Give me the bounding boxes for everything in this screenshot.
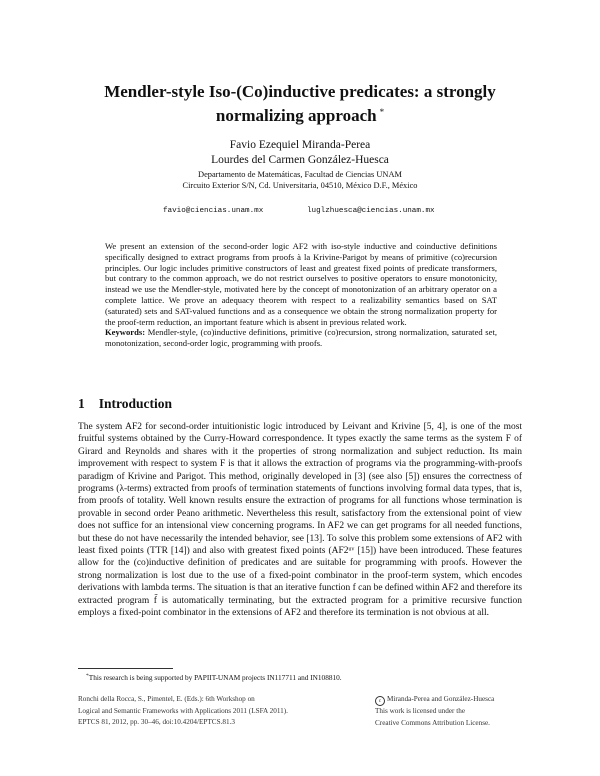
author-list <box>100 138 500 168</box>
affiliation <box>60 170 540 191</box>
footnote-mark: * <box>86 673 89 679</box>
venue-line-3: EPTCS 81, 2012, pp. 30–46, doi:10.4204/EPTCS.81.3 <box>78 718 235 727</box>
copyright-icon: c <box>375 696 385 706</box>
title-footnote-mark: * <box>379 107 385 117</box>
section-title: Introduction <box>98 396 173 411</box>
email-2[interactable]: luglzhuesca@ciencias.unam.mx <box>307 207 435 215</box>
license-line-2: This work is licensed under the <box>375 707 466 715</box>
venue-line-2: Logical and Semantic Frameworks with Applications 2011 (LSFA 2011). <box>78 706 288 715</box>
intro-paragraph: The system AF2 for second-order intuitionistic logic introduced by Leivant and Krivine [5, 4], is one of the most fruitful systems obtained by the Curry-Howard correspondence. It types exactly the same terms as the system F of Girard and Reynolds and shares with it the properties of strong normalization and subject reduction. Its main improvement with respect to system F is that it allows the extraction of programs via the programming-with-proofs paradigm of Krivine and Parigot. This method, originally developed in [3] (see also [5]) ensures the correctness of programs (λ-terms) extracted from proofs of termination statements of functions involving formal data types, that is, from proofs of totality. Well known results ensure the extraction of programs for all functions whose termination is provable in second order Peano arithmetic. Nevertheless this result, satisfactory from the extensional point of view does not suffice for an intensional view concerning programs. In AF2 we can get programs for all needed functions, but these do not have necessarily the intended behavior, see [13]. To solve this problem some extensions of AF2 with least fixed points (TTR [14]) and also with greatest fixed points (AF2ᵘᵛ [15]) have been introduced. These features allow for the (co)inductive definition of predicates and are suitable for programming with proofs. However the strong normalization is lost due to the use of a fixed-point combinator in the proof-term system, which encodes derivations with lambda terms. The situation is that an iterative function f can be defined within AF2 and therefore its extracted program f̃ is automatically terminating, but the extracted program for a primitive recursive function employs a fixed-point combinator in the extensions of AF2 and therefore its termination is not obvious at all. <box>78 422 522 619</box>
license-info <box>375 694 535 729</box>
introduction-body <box>78 421 522 620</box>
license-line-1: Miranda-Perea and González-Huesca <box>387 695 495 703</box>
keywords-label: Keywords: <box>105 327 146 338</box>
footnote <box>86 673 526 682</box>
footnote-text: This research is being supported by PAPIIT-UNAM projects IN117711 and IN108810. <box>88 673 342 682</box>
footnote-divider <box>78 668 173 669</box>
venue-info <box>78 694 378 729</box>
author-2: Lourdes del Carmen González-Huesca <box>211 154 389 166</box>
paper-title <box>60 81 540 126</box>
section-number: 1 <box>78 396 85 411</box>
abstract-text: We present an extension of the second-order logic AF2 with iso-style inductive and coinductive definitions specifically designed to extract programs from proofs à la Krivine-Parigot by means of primitive (co)recursion principles. Our logic includes primitive constructors of least and greatest fixed points of predicate transformers, but contrary to the common approach, we do not restrict ourselves to positive operators to ensure monotonicity, instead we use the Mendler-style, motivated here by the concept of monotonization of an arbitrary operator on a complete lattice. We prove an adequacy theorem with respect to a realizability semantics based on SAT (saturated) sets and SAT-valued functions and as a consequence we obtain the strong normalization property for the proof-term reduction, an important feature which is absent in previous related work. <box>105 241 497 327</box>
venue-line-1: Ronchi della Rocca, S., Pimentel, E. (Eds.): 6th Workshop on <box>78 695 255 703</box>
keywords-text: Mendler-style, (co)inductive definitions, primitive (co)recursion, strong normalization, saturated set, monotonization, second-order logic, programming with proofs. <box>105 327 497 349</box>
section-heading <box>78 396 172 412</box>
affiliation-line-1: Departamento de Matemáticas, Facultad de Ciencias UNAM <box>198 170 402 179</box>
author-1: Favio Ezequiel Miranda-Perea <box>229 139 371 151</box>
abstract <box>105 241 497 349</box>
title-line-1: Mendler-style Iso-(Co)inductive predicates: a strongly <box>104 82 496 101</box>
license-line-3[interactable]: Creative Commons Attribution License. <box>375 718 490 727</box>
keywords <box>105 327 497 349</box>
email-1[interactable]: favio@ciencias.unam.mx <box>163 207 264 215</box>
affiliation-line-2: Circuito Exterior S/N, Cd. Universitaria, 04510, México D.F., México <box>182 180 418 190</box>
title-line-2: normalizing approach <box>215 106 377 125</box>
